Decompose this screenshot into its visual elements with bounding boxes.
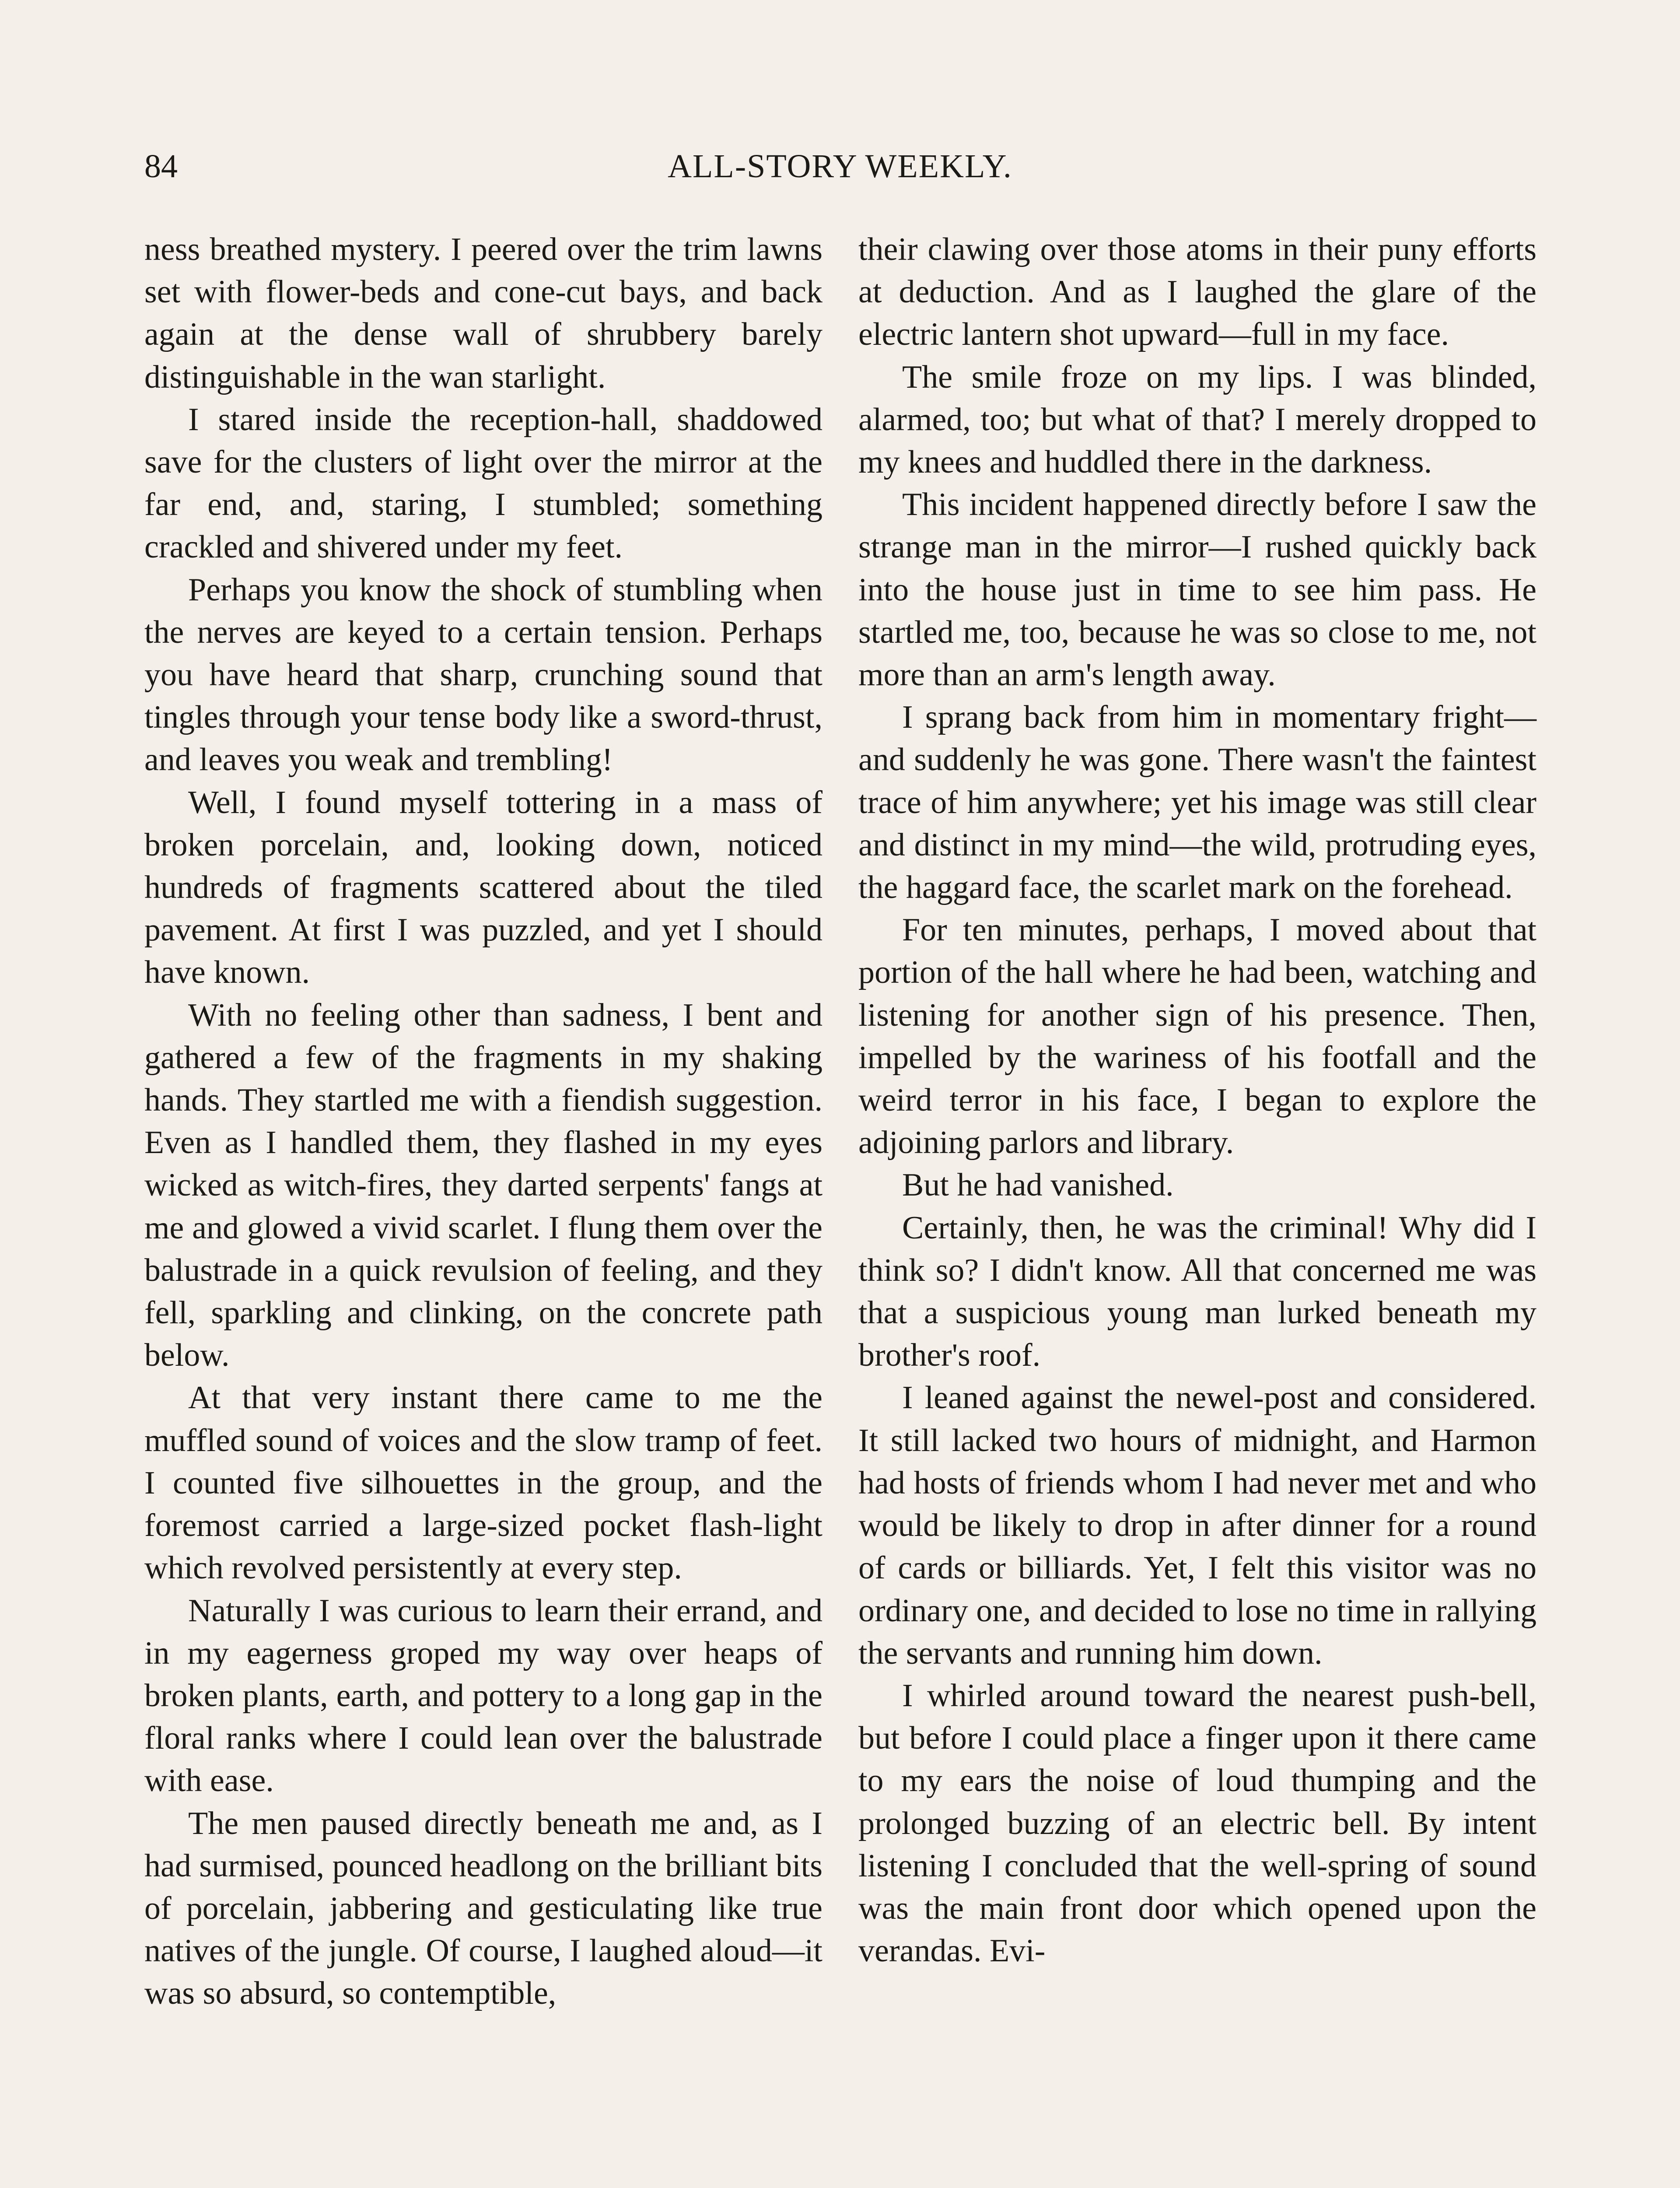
paragraph: With no feeling other than sadness, I bent and gathered a few of the fragments in my shaking hands. They startled me with a fiendish suggestion. Even as I handled them, they flashed in my eyes wicked as witch-fires, they darted serpents' fangs at me and glowed a vivid scarlet. I flung them over the balustrade in a quick revulsion of feeling, and they fell, sparkling and clinking, on the concrete path below. [144,997,822,1374]
paragraph: I sprang back from him in momentary fright—and suddenly he was gone. There wasn't the faintest trace of him anywhere; yet his image was still clear and distinct in my mind—the wild, protruding eyes, the haggard face, the scarlet mark on the forehead. [858,699,1536,906]
page-header [144,144,1536,197]
paragraph: For ten minutes, perhaps, I moved about that portion of the hall where he had been, watching and listening for another sign of his presence. Then, impelled by the wariness of his footfall and the weird terror in his face, I began to explore the adjoining parlors and library. [858,912,1536,1161]
page-number: 84 [144,148,178,185]
paragraph: The men paused directly beneath me and, as I had surmised, pounced headlong on the brilliant bits of porcelain, jabbering and gesticulating like true natives of the jungle. Of course, I laughed aloud—it was so absurd, so contemptible, [144,1805,822,2012]
paragraph: I whirled around toward the nearest push-bell, but before I could place a finger upon it there came to my ears the noise of loud thumping and the prolonged buzzing of an electric bell. By intent listening I concluded that the well-spring of sound was the main front door which opened upon the verandas. Evi- [858,1677,1536,1969]
paragraph: But he had vanished. [902,1167,1174,1203]
paragraph: At that very instant there came to me the muffled sound of voices and the slow tramp of feet. I counted five silhouettes in the group, and the foremost carried a large-sized pocket flash-light which revolved persistently at every step. [144,1380,822,1586]
running-title: ALL-STORY WEEKLY. [668,148,1012,185]
left-column [144,228,822,2015]
paragraph: The smile froze on my lips. I was blinded, alarmed, too; but what of that? I merely dropped to my knees and huddled there in the darkness. [858,359,1536,480]
paragraph: Perhaps you know the shock of stumbling when the nerves are keyed to a certain tension. Perhaps you have heard that sharp, crunching sound that tingles through your tense body like a sword-thrust, and leaves you weak and trembling! [144,572,822,778]
paragraph: Certainly, then, he was the criminal! Why did I think so? I didn't know. All that concerned me was that a suspicious young man lurked beneath my brother's roof. [858,1210,1536,1374]
paragraph: their clawing over those atoms in their puny efforts at deduction. And as I laughed the glare of the electric lantern shot upward—full in my face. [858,231,1536,353]
paragraph: I leaned against the newel-post and considered. It still lacked two hours of midnight, and Harmon had hosts of friends whom I had never met and who would be likely to drop in after dinner for a round of cards or billiards. Yet, I felt this visitor was no ordinary one, and decided to lose no time in rallying the servants and running him down. [858,1380,1536,1671]
paragraph: I stared inside the reception-hall, shaddowed save for the clusters of light over the mirror at the far end, and, staring, I stumbled; something crackled and shivered under my feet. [144,401,822,565]
paragraph: Naturally I was curious to learn their errand, and in my eagerness groped my way over heaps of broken plants, earth, and pottery to a long gap in the floral ranks where I could lean over the balustrade with ease. [144,1592,822,1799]
paragraph: ness breathed mystery. I peered over the trim lawns set with flower-beds and cone-cut bays, and back again at the dense wall of shrubbery barely distinguishable in the wan starlight. [144,231,822,395]
right-column [858,228,1536,1972]
paragraph: Well, I found myself tottering in a mass of broken porcelain, and, looking down, noticed hundreds of fragments scattered about the tiled pavement. At first I was puzzled, and yet I should have known. [144,784,822,991]
paragraph: This incident happened directly before I saw the strange man in the mirror—I rushed quickly back into the house just in time to see him pass. He startled me, too, because he was so close to me, not more than an arm's length away. [858,487,1536,693]
